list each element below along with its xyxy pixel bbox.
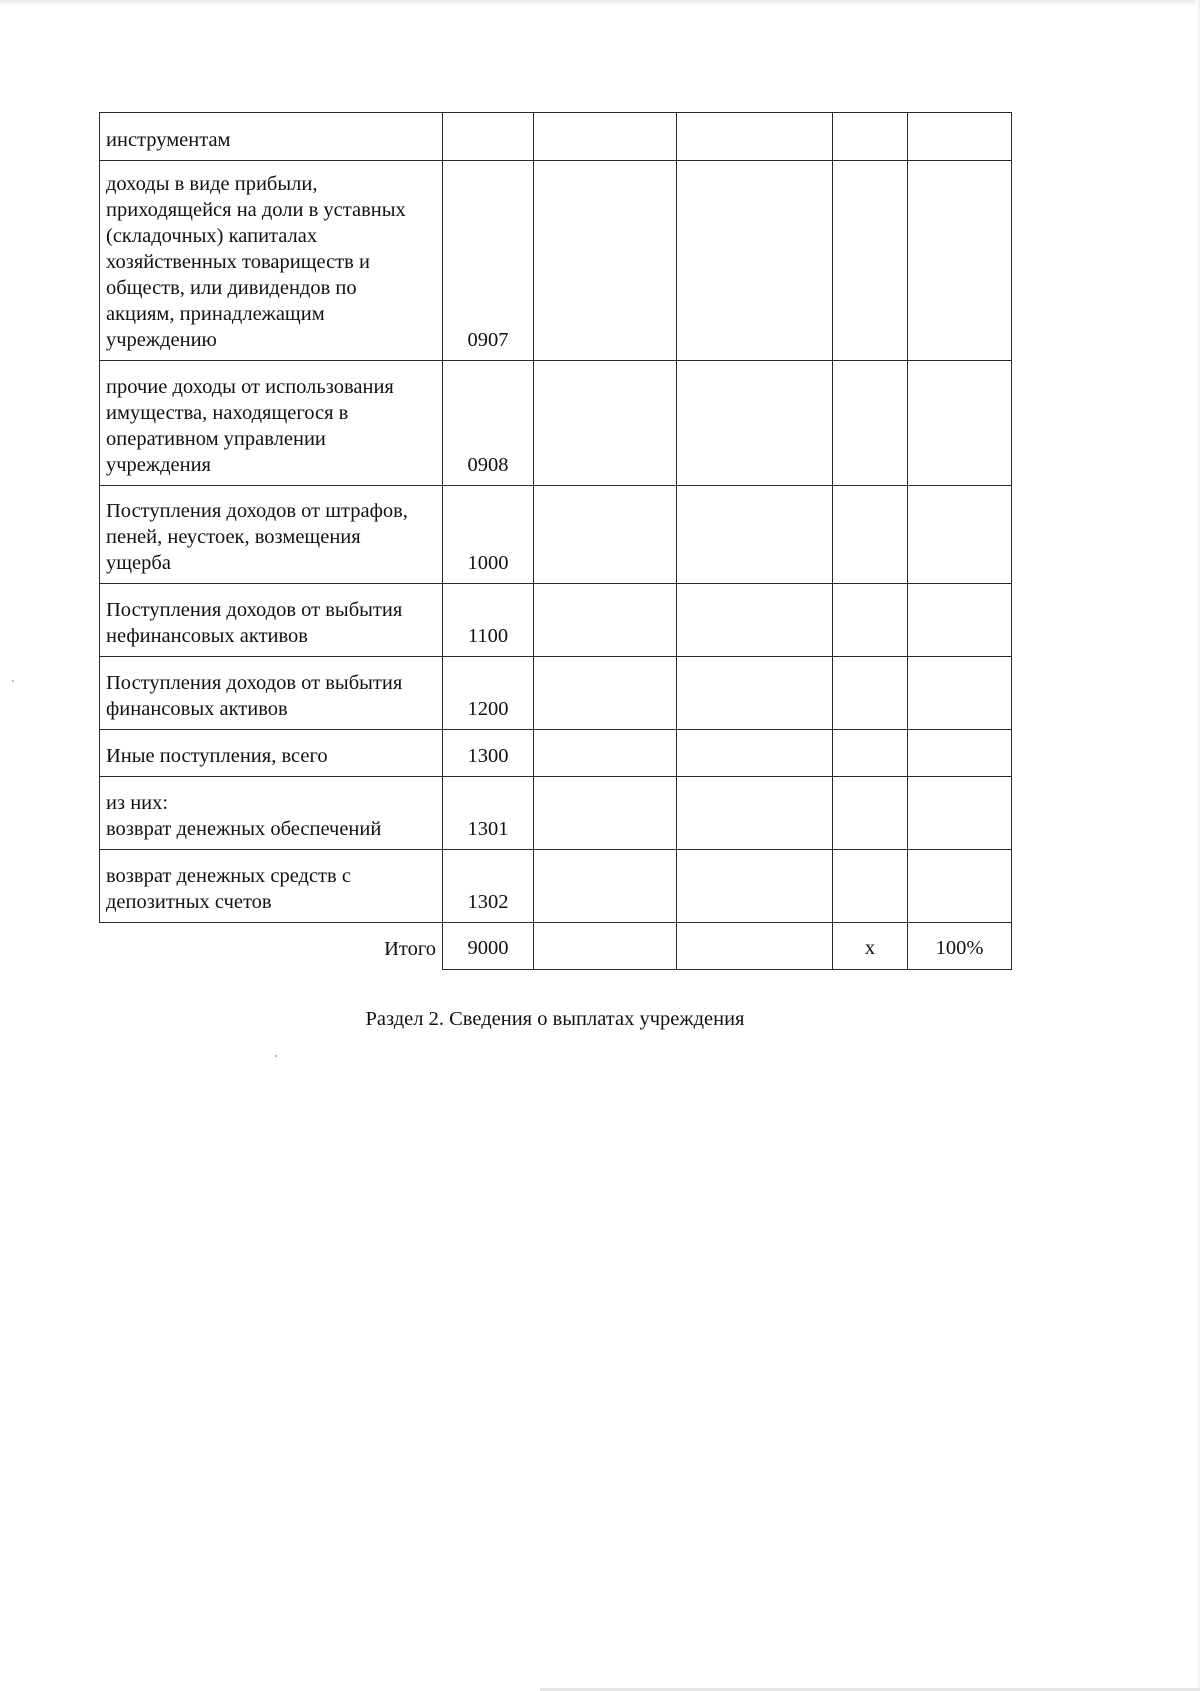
row-cell bbox=[908, 777, 1012, 850]
row-cell bbox=[534, 113, 677, 161]
scan-speck bbox=[275, 1055, 277, 1057]
total-label: Итого bbox=[100, 923, 443, 970]
row-name: доходы в виде прибыли, приходящейся на доли в уставных (складочных) капиталах хозяйственных товариществ и обществ, или дивидендов по акциям, принадлежащим учреждению bbox=[100, 161, 443, 361]
row-code: 0908 bbox=[443, 361, 534, 486]
table-row bbox=[100, 730, 1012, 777]
row-name: прочие доходы от использования имущества, находящегося в оперативном управлении учреждения bbox=[100, 361, 443, 486]
row-cell bbox=[677, 584, 833, 657]
row-cell bbox=[677, 361, 833, 486]
row-code: 1000 bbox=[443, 486, 534, 584]
row-cell bbox=[677, 161, 833, 361]
row-name: Поступления доходов от штрафов, пеней, неустоек, возмещения ущерба bbox=[100, 486, 443, 584]
total-cell-5: х bbox=[833, 923, 908, 970]
row-cell bbox=[908, 113, 1012, 161]
table-row bbox=[100, 161, 1012, 361]
row-name: возврат денежных средств с депозитных счетов bbox=[100, 850, 443, 923]
row-cell bbox=[534, 777, 677, 850]
row-code: 1301 bbox=[443, 777, 534, 850]
row-name: Поступления доходов от выбытия нефинансовых активов bbox=[100, 584, 443, 657]
row-cell bbox=[833, 850, 908, 923]
row-code: 1200 bbox=[443, 657, 534, 730]
row-cell bbox=[677, 657, 833, 730]
table-row bbox=[100, 361, 1012, 486]
row-cell bbox=[677, 777, 833, 850]
row-cell bbox=[534, 657, 677, 730]
row-cell bbox=[833, 113, 908, 161]
row-code bbox=[443, 113, 534, 161]
row-code: 1100 bbox=[443, 584, 534, 657]
section-title: Раздел 2. Сведения о выплатах учреждения bbox=[365, 1008, 745, 1030]
row-cell bbox=[908, 657, 1012, 730]
total-code: 9000 bbox=[443, 923, 534, 970]
row-cell bbox=[534, 584, 677, 657]
row-cell bbox=[833, 161, 908, 361]
scan-edge-right bbox=[1196, 0, 1200, 1691]
row-name: Иные поступления, всего bbox=[100, 730, 443, 777]
scan-speck bbox=[12, 680, 14, 682]
table-row bbox=[100, 657, 1012, 730]
row-cell bbox=[833, 730, 908, 777]
table-row bbox=[100, 113, 1012, 161]
row-name: из них: возврат денежных обеспечений bbox=[100, 777, 443, 850]
row-code: 1302 bbox=[443, 850, 534, 923]
row-name: Поступления доходов от выбытия финансовых активов bbox=[100, 657, 443, 730]
row-cell bbox=[833, 361, 908, 486]
row-code: 0907 bbox=[443, 161, 534, 361]
row-cell bbox=[908, 730, 1012, 777]
table-row bbox=[100, 777, 1012, 850]
row-cell bbox=[833, 486, 908, 584]
table-row bbox=[100, 584, 1012, 657]
row-code: 1300 bbox=[443, 730, 534, 777]
table-row bbox=[100, 486, 1012, 584]
total-cell-6: 100% bbox=[908, 923, 1012, 970]
income-table bbox=[99, 112, 1012, 970]
row-cell bbox=[677, 730, 833, 777]
row-cell bbox=[833, 584, 908, 657]
row-cell bbox=[534, 361, 677, 486]
row-cell bbox=[677, 486, 833, 584]
row-cell bbox=[908, 584, 1012, 657]
row-cell bbox=[908, 486, 1012, 584]
total-cell-4 bbox=[677, 923, 833, 970]
row-cell bbox=[908, 161, 1012, 361]
row-cell bbox=[677, 850, 833, 923]
row-name: инструментам bbox=[100, 113, 443, 161]
total-cell-3 bbox=[534, 923, 677, 970]
row-cell bbox=[833, 777, 908, 850]
row-cell bbox=[677, 113, 833, 161]
row-cell bbox=[908, 850, 1012, 923]
row-cell bbox=[534, 486, 677, 584]
row-cell bbox=[833, 657, 908, 730]
table-row bbox=[100, 850, 1012, 923]
scan-edge-top bbox=[0, 0, 1200, 6]
row-cell bbox=[534, 161, 677, 361]
total-row bbox=[100, 923, 1012, 970]
row-cell bbox=[534, 730, 677, 777]
row-cell bbox=[908, 361, 1012, 486]
row-cell bbox=[534, 850, 677, 923]
